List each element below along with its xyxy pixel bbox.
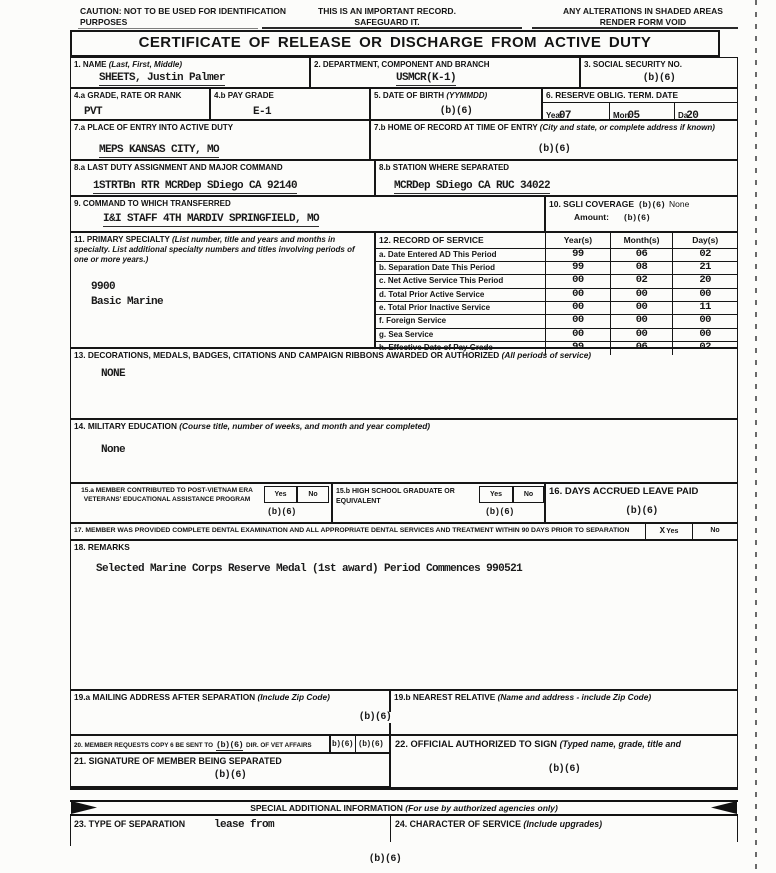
field-17-dental-label: 17. MEMBER WAS PROVIDED COMPLETE DENTAL EXAMINATION AND ALL APPROPRIATE DENTAL SERVICES AND TREATMENT WITHIN 90 DAYS PRIOR TO SEPARATION: [74, 527, 630, 534]
bottom-redaction-value: (b)(6): [368, 854, 402, 865]
field-6-day-label: Da: [678, 110, 689, 120]
field-8a-lastduty-box: [70, 160, 375, 196]
caution-rule-center: [262, 27, 522, 29]
field-14-education-value: None: [101, 444, 126, 456]
field-8b-station-label: 8.b STATION WHERE SEPARATED: [379, 163, 510, 172]
record-header-row: [376, 233, 737, 248]
field-4a-grade-label: 4.a GRADE, RATE OR RANK: [74, 91, 182, 100]
field-6-year-cell: [543, 103, 609, 120]
field-15a-vietnam-box: [70, 483, 332, 523]
field-8b-station-value: MCRDep SDiego CA RUC 34022: [394, 180, 551, 192]
record-row-c: c. Net Active Service This Period 00 02 20: [376, 274, 737, 287]
caution-rule-left: [78, 28, 258, 29]
field-22-official-value: (b)(6): [547, 764, 581, 775]
field-1-name-value: SHEETS, Justin Palmer: [99, 72, 226, 84]
banner-text: SPECIAL ADDITIONAL INFORMATION (For use by authorized agencies only): [250, 803, 558, 813]
caution-right: ANY ALTERATIONS IN SHADED AREAS RENDER FORM VOID: [563, 6, 723, 27]
field-16-leave-label: 16. DAYS ACCRUED LEAVE PAID: [549, 486, 699, 497]
form-title: CERTIFICATE OF RELEASE OR DISCHARGE FROM ACTIVE DUTY: [138, 34, 652, 51]
record-row-g: g. Sea Service 00 00 00: [376, 328, 737, 341]
field-6-year-label: Year: [546, 110, 563, 120]
field-22-official-box: [390, 735, 738, 790]
field-15a-value: (b)(6): [267, 507, 296, 517]
field-21-signature-label: 21. SIGNATURE OF MEMBER BEING SEPARATED: [74, 756, 282, 766]
field-20-copy6-line: [71, 736, 329, 751]
caution-left: CAUTION: NOT TO BE USED FOR IDENTIFICATION PURPOSES: [80, 6, 287, 27]
scan-edge-line: [755, 0, 757, 873]
field-6-reserve-oblig-box: [542, 88, 738, 120]
field-23-septype-label: 23. TYPE OF SEPARATION: [74, 819, 186, 829]
field-23-septype-box: [70, 816, 390, 846]
field-15b-hsgrad-box: [332, 483, 545, 523]
field-11-specialty-line2: Basic Marine: [91, 296, 164, 308]
field-6-day-value: 20: [686, 109, 699, 122]
field-7a-entry-value: MEPS KANSAS CITY, MO: [99, 144, 220, 156]
caution-center-line1: THIS IS AN IMPORTANT RECORD.: [318, 6, 456, 16]
field-10-sgli-line1: [546, 197, 737, 210]
field-17-yes-mark: X: [659, 526, 665, 536]
field-17-no-box: No: [692, 524, 737, 539]
field-16-leave-box: [545, 483, 738, 523]
field-4a-grade-value: PVT: [84, 106, 103, 118]
field-10-amount-label: Amount:: [574, 212, 609, 222]
title-box: [70, 30, 720, 57]
field-24-character-box: [390, 816, 738, 842]
field-22-official-label: 22. OFFICIAL AUTHORIZED TO SIGN (Typed name, grade, title and: [395, 739, 682, 749]
field-17-yes-box: [645, 524, 692, 539]
record-row-h: h. Effective Date of Pay Grade 99 06 02: [376, 341, 737, 354]
field-6-month-value: 05: [627, 109, 640, 122]
field-7a-entry-box: [70, 120, 370, 160]
field-6-reserve-oblig-label: 6. RESERVE OBLIG. TERM. DATE: [543, 89, 737, 103]
field-20-redact-strip: [330, 735, 390, 753]
field-10-sgli-redact: (b)(6): [638, 200, 666, 210]
field-18-remarks-label: 18. REMARKS: [74, 542, 130, 552]
field-3-ssn-value: (b)(6): [642, 73, 676, 84]
field-6-day-cell: [674, 103, 737, 120]
field-16-leave-value: (b)(6): [625, 506, 658, 517]
field-15b-value: (b)(6): [485, 507, 514, 517]
field-10-sgli-box: [545, 196, 738, 232]
field-11-specialty-line1: 9900: [91, 281, 116, 293]
field-15a-no-box: No: [297, 486, 329, 503]
field-19b-relative-label: 19.b NEAREST RELATIVE (Name and address - include Zip Code): [394, 692, 652, 702]
field-6-month-cell: [609, 103, 674, 120]
field-15b-no-box: No: [513, 486, 544, 503]
field-5-dob-label: 5. DATE OF BIRTH (YYMMDD): [374, 91, 488, 100]
field-11-specialty-label: 11. PRIMARY SPECIALTY (List number, title and years and months in specialty. List additional specialty numbers and titles involving periods of one or more years.): [74, 235, 355, 264]
field-4b-paygrade-value: E-1: [253, 106, 272, 118]
field-21-signature-box: [70, 753, 390, 790]
field-24-character-label: 24. CHARACTER OF SERVICE (Include upgrades): [395, 819, 603, 829]
field-12-record-of-service: [375, 232, 738, 354]
record-title: 12. RECORD OF SERVICE: [379, 235, 484, 245]
record-row-f: f. Foreign Service 00 00 00: [376, 314, 737, 327]
field-5-dob-value: (b)(6): [439, 106, 473, 117]
caution-center: [282, 6, 492, 27]
field-3-ssn-box: [580, 57, 738, 88]
field-7b-home-value: (b)(6): [537, 144, 571, 155]
field-7b-home-label: 7.b HOME OF RECORD AT TIME OF ENTRY (City and state, or complete address if known): [374, 123, 715, 132]
field-21-signature-value: (b)(6): [213, 770, 247, 781]
field-11-specialty-box: [70, 232, 375, 348]
field-19a-mailing-label: 19.a MAILING ADDRESS AFTER SEPARATION (Include Zip Code): [74, 692, 330, 702]
field-8a-lastduty-value: 1STRTBn RTR MCRDep SDiego CA 92140: [93, 180, 298, 192]
field-9-transferred-value: I&I STAFF 4TH MARDIV SPRINGFIELD, MO: [103, 213, 320, 225]
field-7a-entry-label: 7.a PLACE OF ENTRY INTO ACTIVE DUTY: [74, 123, 234, 132]
record-row-e: e. Total Prior Inactive Service 00 00 11: [376, 301, 737, 314]
field-9-transferred-label: 9. COMMAND TO WHICH TRANSFERRED: [74, 199, 231, 208]
field-1-name-box: [70, 57, 310, 88]
field-20-copy6-label: 20. MEMBER REQUESTS COPY 6 BE SENT TO: [74, 742, 214, 749]
caution-center-line2: SAFEGUARD IT.: [354, 16, 420, 27]
field-7b-home-box: [370, 120, 738, 160]
record-row-d: d. Total Prior Active Service 00 00 00: [376, 288, 737, 301]
field-9-transferred-box: [70, 196, 545, 232]
field-8b-station-box: [375, 160, 738, 196]
field-2-branch-value: USMCR(K-1): [396, 72, 457, 84]
record-row-b: b. Separation Date This Period 99 08 21: [376, 261, 737, 274]
field-20-va-label: DIR. OF VET AFFAIRS: [246, 742, 312, 749]
field-13-decorations-value: NONE: [101, 368, 126, 380]
field-17-dental-box: [70, 523, 738, 540]
field-14-education-label: 14. MILITARY EDUCATION (Course title, number of weeks, and month and year completed): [74, 421, 431, 431]
field-20-redact-1: b)(6): [332, 740, 354, 749]
caution-rule-right: [532, 27, 738, 29]
field-20-redact-2: (b)(6): [355, 736, 383, 752]
record-col-year: Year(s): [545, 233, 610, 248]
field-10-sgli-label: 10. SGLI COVERAGE: [549, 199, 635, 209]
field-13-decorations-box: [70, 348, 738, 419]
field-6-month-label: Mon: [613, 110, 630, 120]
field-4b-paygrade-label: 4.b PAY GRADE: [214, 91, 274, 100]
field-6-year-value: 07: [558, 109, 571, 122]
field-20-copy6-value: (b)(6): [216, 740, 244, 750]
field-15b-yes-box: Yes: [479, 486, 513, 503]
field-2-branch-box: [310, 57, 580, 88]
field-4b-paygrade-box: [210, 88, 370, 120]
field-6-date-cells: [543, 103, 737, 120]
field-14-education-box: [70, 419, 738, 483]
field-3-ssn-label: 3. SOCIAL SECURITY NO.: [584, 60, 682, 69]
field-8a-lastduty-label: 8.a LAST DUTY ASSIGNMENT AND MAJOR COMMAND: [74, 163, 283, 172]
field-19b-relative-box: [390, 690, 738, 735]
field-5-dob-box: [370, 88, 542, 120]
field-19-shared-value: (b)(6): [338, 712, 412, 723]
field-15a-vietnam-label: 15.a MEMBER CONTRIBUTED TO POST-VIETNAM ERA VETERANS' EDUCATIONAL ASSISTANCE PROGRAM: [81, 487, 253, 503]
field-13-decorations-label: 13. DECORATIONS, MEDALS, BADGES, CITATIONS AND CAMPAIGN RIBBONS AWARDED OR AUTHORIZED (All periods of service): [74, 350, 592, 360]
field-15a-yes-box: Yes: [264, 486, 297, 503]
field-17-yes-label: Yes: [666, 528, 679, 535]
field-23-septype-value: lease from: [214, 819, 275, 831]
field-10-amount-value: (b)(6): [622, 213, 650, 223]
field-2-branch-label: 2. DEPARTMENT, COMPONENT AND BRANCH: [314, 60, 490, 69]
field-10-sgli-line2: [546, 210, 737, 223]
record-col-month: Month(s): [610, 233, 673, 248]
field-10-sgli-none: None: [669, 199, 690, 209]
field-18-remarks-box: [70, 540, 738, 690]
field-18-remarks-value: Selected Marine Corps Reserve Medal (1st award) Period Commences 990521: [96, 563, 523, 575]
special-info-banner: [70, 800, 738, 816]
field-20-copy6-box: [70, 735, 330, 753]
field-4a-grade-box: [70, 88, 210, 120]
record-col-day: Day(s): [672, 233, 737, 248]
field-15b-hsgrad-label: 15.b HIGH SCHOOL GRADUATE OR EQUIVALENT: [336, 488, 455, 505]
record-row-a: a. Date Entered AD This Period 99 06 02: [376, 248, 737, 261]
field-1-name-label: 1. NAME (Last, First, Middle): [74, 60, 183, 69]
